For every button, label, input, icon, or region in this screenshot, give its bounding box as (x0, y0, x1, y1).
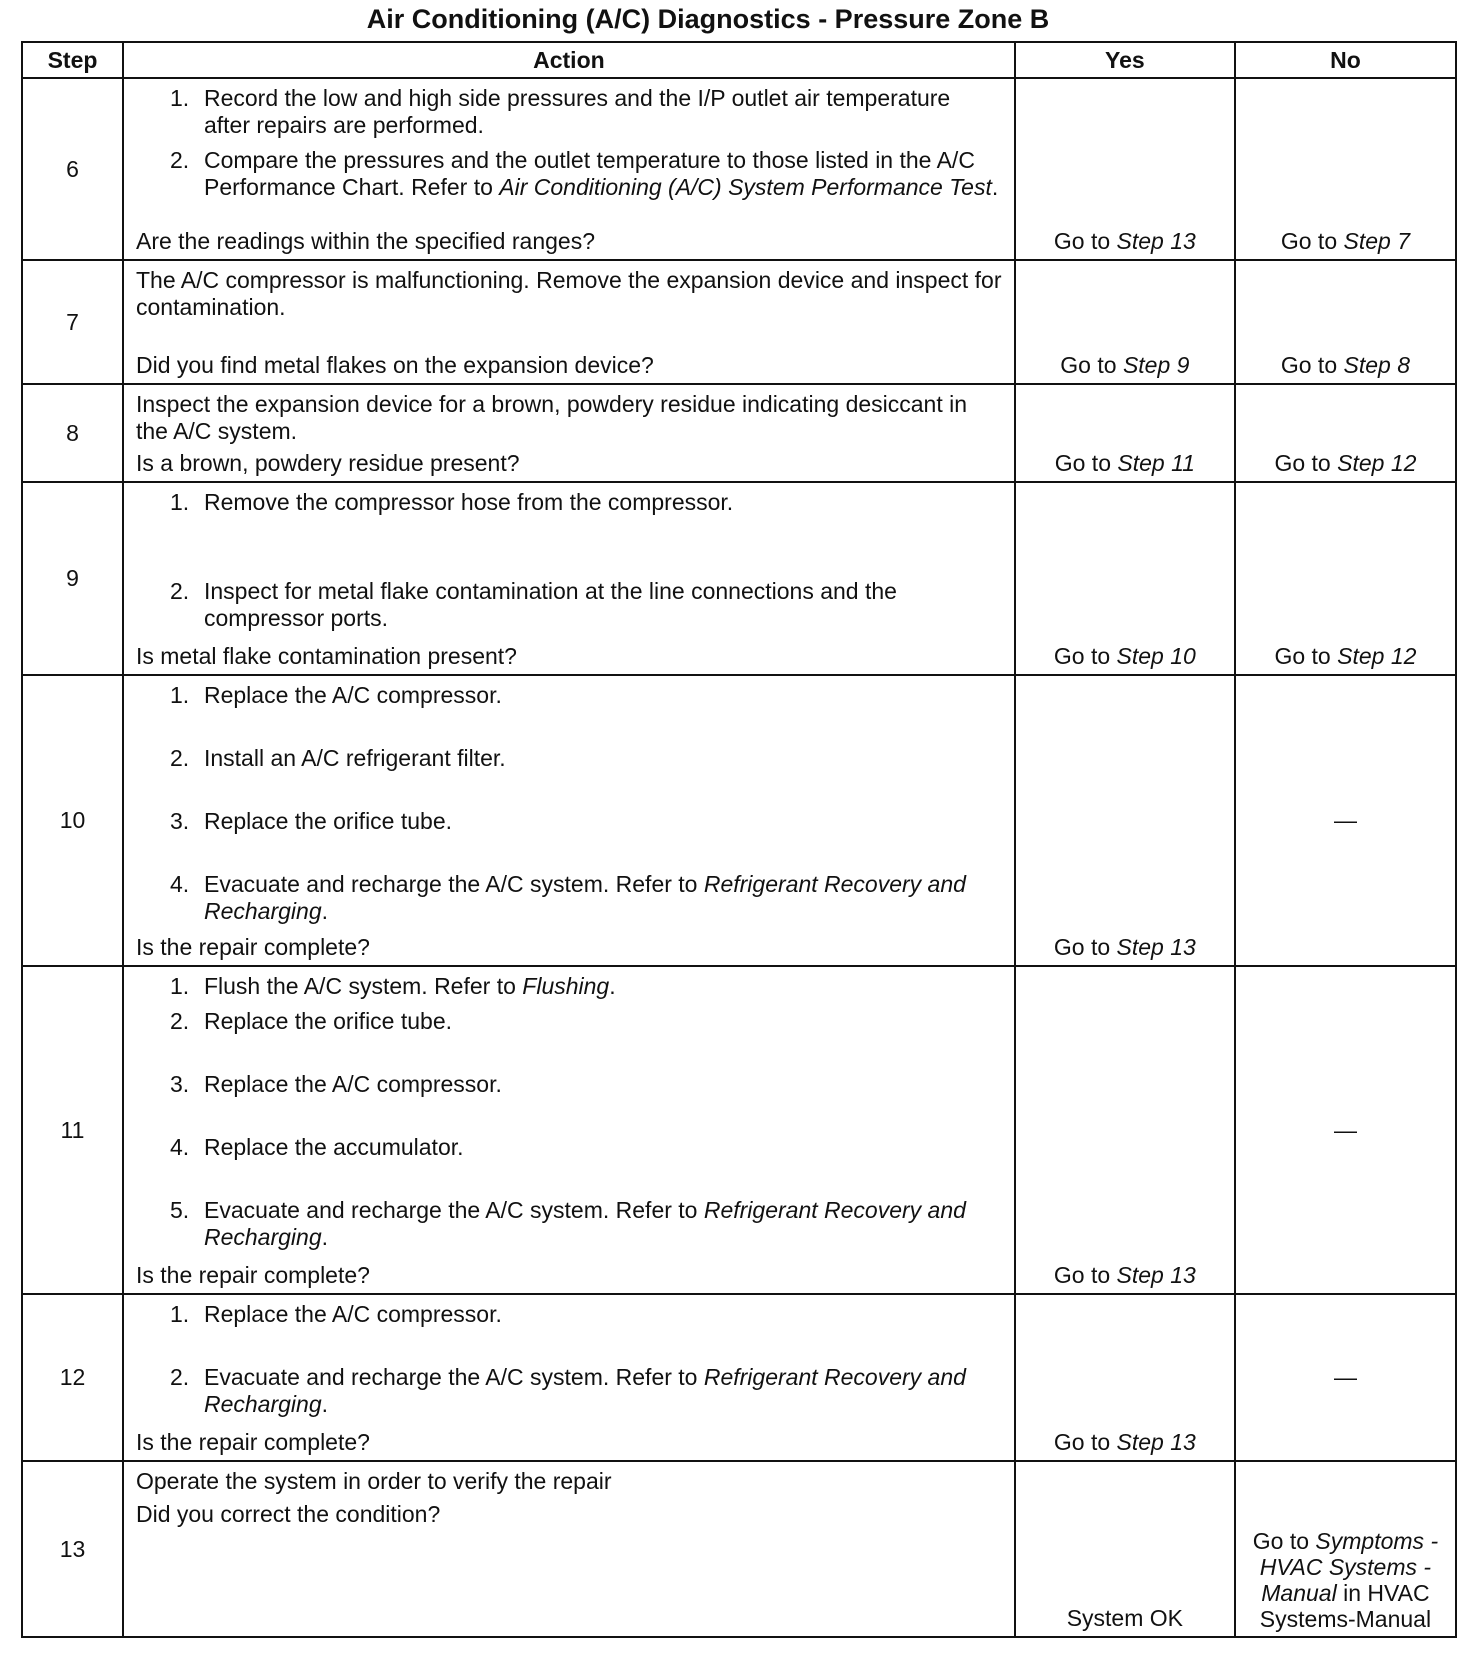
question-text: Did you find metal flakes on the expansion device? (135, 352, 654, 378)
action-text: Operate the system in order to verify the repair (135, 1468, 612, 1494)
header-action: Action (123, 42, 1015, 78)
no-cell (1235, 966, 1456, 1294)
action-item: 2. Evacuate and recharge the A/C system. Refer to Refrigerant Recovery and Recharging. (169, 1364, 966, 1417)
table-row (22, 260, 1456, 384)
action-cell (123, 1461, 1015, 1637)
dash-mark: — (1333, 1116, 1357, 1143)
question-text: Is the repair complete? (135, 1262, 370, 1288)
no-cell: Go to Step 8 (1235, 260, 1456, 384)
action-item: 2. Install an A/C refrigerant filter. (169, 745, 506, 771)
table-row (22, 966, 1456, 1294)
question-text: Did you correct the condition? (135, 1501, 441, 1527)
yes-cell: Go to Step 13 (1015, 1294, 1235, 1461)
action-item: 4. Evacuate and recharge the A/C system. Refer to Refrigerant Recovery and Recharging. (169, 871, 966, 924)
step-number: 13 (22, 1461, 123, 1637)
header-step: Step (22, 42, 123, 78)
action-item: 1. Record the low and high side pressures and the I/P outlet air temperature after repairs are performed. (169, 85, 951, 138)
step-number: 9 (22, 482, 123, 675)
action-item: 4. Replace the accumulator. (169, 1134, 464, 1160)
no-cell (1235, 1294, 1456, 1461)
yes-cell: Go to Step 13 (1015, 675, 1235, 966)
dash-mark: — (1333, 807, 1357, 833)
action-cell (123, 1294, 1015, 1461)
table-row (22, 1294, 1456, 1461)
action-text: The A/C compressor is malfunctioning. Remove the expansion device and inspect for contamination. (135, 267, 1002, 320)
action-cell (123, 675, 1015, 966)
action-item: 2. Compare the pressures and the outlet temperature to those listed in the A/C Performance Chart. Refer to Air Conditioning (A/C) System Performance Test. (169, 147, 999, 200)
step-number: 11 (22, 966, 123, 1294)
step-number: 7 (22, 260, 123, 384)
question-text: Is a brown, powdery residue present? (135, 450, 520, 476)
step-number: 8 (22, 384, 123, 482)
no-cell (1235, 675, 1456, 966)
yes-cell: Go to Step 10 (1015, 482, 1235, 675)
no-cell: Go to Symptoms - HVAC Systems - Manual in HVAC Systems-Manual (1235, 1461, 1456, 1637)
question-text: Is metal flake contamination present? (135, 643, 517, 669)
yes-cell: Go to Step 9 (1015, 260, 1235, 384)
reference-link: Refrigerant Recovery and Recharging (203, 1197, 966, 1250)
table-row (22, 675, 1456, 966)
yes-cell: System OK (1015, 1461, 1235, 1637)
table-row (22, 384, 1456, 482)
reference-link: Refrigerant Recovery and Recharging (203, 1364, 966, 1417)
header-no: No (1235, 42, 1456, 78)
dash-mark: — (1333, 1364, 1357, 1390)
question-text: Is the repair complete? (135, 934, 370, 960)
action-cell (123, 260, 1015, 384)
step-number: 10 (22, 675, 123, 966)
action-cell (123, 966, 1015, 1294)
question-text: Is the repair complete? (135, 1429, 370, 1455)
action-item: 5. Evacuate and recharge the A/C system. Refer to Refrigerant Recovery and Recharging. (169, 1197, 966, 1250)
action-item: 3. Replace the orifice tube. (169, 808, 453, 834)
reference-link: Refrigerant Recovery and Recharging (203, 871, 966, 924)
action-item: 1. Flush the A/C system. Refer to Flushing. (169, 973, 616, 999)
action-text: Inspect the expansion device for a brown, powdery residue indicating desiccant in the A/C system. (135, 391, 968, 444)
table-header-row (22, 42, 1456, 78)
action-item: 2. Replace the orifice tube. (169, 1008, 453, 1034)
yes-cell: Go to Step 11 (1015, 384, 1235, 482)
action-item: 1. Replace the A/C compressor. (169, 1301, 502, 1327)
table-row (22, 78, 1456, 260)
action-cell (123, 78, 1015, 260)
reference-link: Flushing (522, 973, 610, 999)
action-item: 2. Inspect for metal flake contamination at the line connections and the compressor ports. (169, 578, 897, 631)
no-cell: Go to Step 12 (1235, 482, 1456, 675)
table-row (22, 1461, 1456, 1637)
no-cell: Go to Step 7 (1235, 78, 1456, 260)
action-cell (123, 384, 1015, 482)
step-number: 12 (22, 1294, 123, 1461)
action-cell (123, 482, 1015, 675)
yes-cell: Go to Step 13 (1015, 966, 1235, 1294)
reference-link: Air Conditioning (A/C) System Performance Test (499, 174, 992, 200)
action-item: 1. Replace the A/C compressor. (169, 682, 502, 708)
step-number: 6 (22, 78, 123, 260)
reference-link: Symptoms - HVAC Systems - Manual (1259, 1528, 1439, 1606)
table-row (22, 482, 1456, 675)
header-yes: Yes (1015, 42, 1235, 78)
action-item: 3. Replace the A/C compressor. (169, 1071, 502, 1097)
diagnostic-table (21, 41, 1457, 1638)
no-cell: Go to Step 12 (1235, 384, 1456, 482)
page-title: Air Conditioning (A/C) Diagnostics - Pressure Zone B (366, 4, 1050, 34)
yes-cell: Go to Step 13 (1015, 78, 1235, 260)
question-text: Are the readings within the specified ranges? (135, 228, 595, 254)
action-item: 1. Remove the compressor hose from the compressor. (169, 489, 734, 515)
